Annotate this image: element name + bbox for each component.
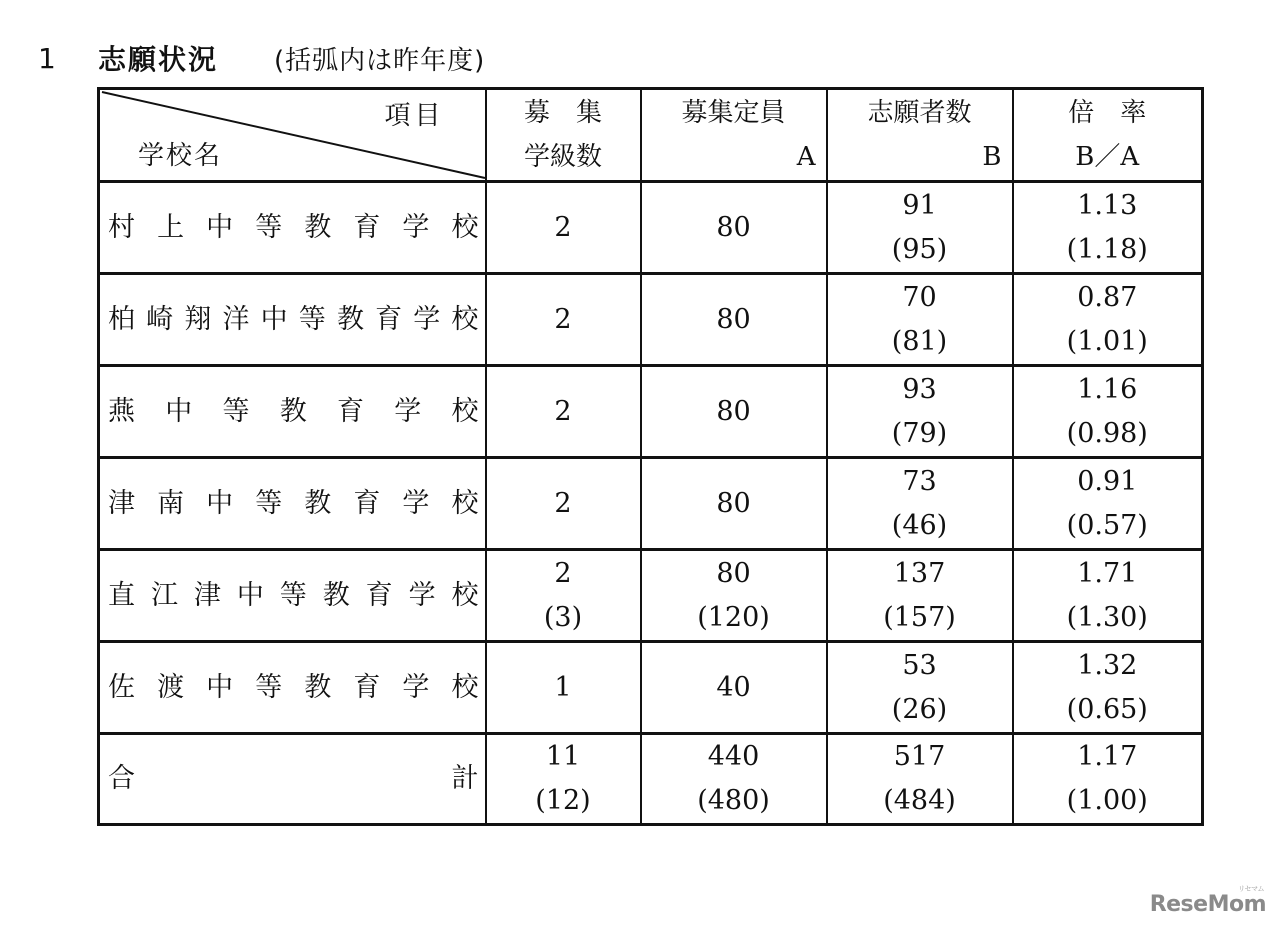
ratio-prev-value: (0.98) [1066,417,1148,449]
table-row [99,550,1203,642]
capacity-cell [641,642,827,734]
ratio-value: 1.32 [1077,649,1138,681]
total-ratio-cell [1013,734,1203,825]
total-capacity-value: 440 [707,741,760,772]
school-name: 柏 崎 翔 洋 中 等 教 育 学 校 [108,303,479,335]
corner-header-cell [99,89,486,182]
table-row [99,274,1203,366]
applicants-prev-value: (95) [891,233,948,265]
classes-cell [486,366,641,458]
school-name-cell [99,274,486,366]
applicants-cell [827,550,1013,642]
classes-value: 2 [554,211,572,243]
applicants-cell [827,458,1013,550]
school-name: 直 江 津 中 等 教 育 学 校 [108,579,479,611]
header-ratio [1013,89,1203,182]
ratio-cell [1013,366,1203,458]
applicants-prev-value: (81) [891,325,948,357]
capacity-prev-value: (120) [697,601,770,633]
capacity-value: 80 [716,303,751,335]
logo-text: ReseMom [1149,892,1266,917]
ratio-cell [1013,274,1203,366]
total-applicants-prev-value: (484) [883,785,956,816]
total-ratio-value: 1.17 [1077,741,1138,772]
ratio-prev-value: (1.18) [1066,233,1148,265]
ratio-prev-value: (1.01) [1066,325,1148,357]
ratio-cell [1013,642,1203,734]
header-applicants-top: 志願者数 [867,98,972,128]
application-status-table [97,87,1204,826]
applicants-cell [827,642,1013,734]
ratio-cell [1013,458,1203,550]
header-applicants-bottom: B [982,142,1002,172]
classes-value: 2 [554,303,572,335]
corner-school-label: 学校名 [138,141,223,171]
total-row [99,734,1203,825]
school-name: 村 上 中 等 教 育 学 校 [108,211,479,243]
capacity-cell [641,458,827,550]
header-applicants [827,89,1013,182]
section-title: 志願状況 [98,43,219,76]
table-row [99,182,1203,274]
header-capacity-top: 募集定員 [681,98,786,128]
ratio-prev-value: (0.57) [1066,509,1148,541]
applicants-cell [827,182,1013,274]
applicants-value: 73 [902,465,937,497]
header-ratio-top: 倍 率 [1068,98,1147,128]
classes-cell [486,642,641,734]
section-number: 1 [38,41,56,75]
capacity-cell [641,274,827,366]
applicants-value: 137 [893,557,946,589]
total-applicants-value: 517 [893,741,946,772]
ratio-prev-value: (1.30) [1066,601,1148,633]
classes-value: 2 [554,395,572,427]
applicants-value: 70 [902,281,937,313]
classes-value: 2 [554,557,572,589]
total-applicants-cell [827,734,1013,825]
total-capacity-prev-value: (480) [697,785,770,816]
table-row [99,458,1203,550]
total-classes-prev-value: (12) [535,785,591,816]
school-name-cell [99,458,486,550]
ratio-value: 1.71 [1077,557,1138,589]
total-capacity-cell [641,734,827,825]
table-header-row [99,89,1203,182]
capacity-value: 80 [716,557,751,589]
applicants-prev-value: (26) [891,693,948,725]
classes-value: 1 [554,671,572,703]
ratio-cell [1013,182,1203,274]
applicants-value: 53 [902,649,937,681]
total-label-cell [99,734,486,825]
table-row [99,366,1203,458]
applicants-value: 93 [902,373,937,405]
applicants-cell [827,274,1013,366]
applicants-cell [827,366,1013,458]
classes-cell [486,550,641,642]
classes-prev-value: (3) [543,601,583,633]
capacity-cell [641,550,827,642]
total-ratio-prev-value: (1.00) [1066,785,1148,816]
capacity-cell [641,182,827,274]
capacity-value: 40 [716,671,751,703]
school-name-cell [99,366,486,458]
section-note: (括弧内は昨年度) [274,45,486,76]
ratio-value: 1.16 [1077,373,1138,405]
classes-value: 2 [554,487,572,519]
capacity-cell [641,366,827,458]
resemom-logo [1149,885,1266,917]
ratio-prev-value: (0.65) [1066,693,1148,725]
total-classes-cell [486,734,641,825]
corner-item-label: 項目 [384,101,445,131]
ratio-value: 0.91 [1077,465,1138,497]
school-name: 燕 中 等 教 育 学 校 [108,395,479,427]
table-row [99,642,1203,734]
header-classes-bottom: 学級数 [523,142,602,172]
capacity-value: 80 [716,487,751,519]
school-name-cell [99,550,486,642]
header-capacity [641,89,827,182]
applicants-value: 91 [902,189,937,221]
classes-cell [486,182,641,274]
applicants-prev-value: (46) [891,509,948,541]
header-capacity-bottom: A [796,142,816,172]
logo-mark: リセマム [1238,885,1264,893]
school-name-cell [99,642,486,734]
total-label: 合 計 [108,763,479,794]
applicants-prev-value: (157) [883,601,956,633]
header-classes-top: 募 集 [523,98,602,128]
applicants-prev-value: (79) [891,417,948,449]
capacity-value: 80 [716,395,751,427]
ratio-cell [1013,550,1203,642]
total-classes-value: 11 [545,741,581,772]
header-classes [486,89,641,182]
school-name: 津 南 中 等 教 育 学 校 [108,487,479,519]
ratio-value: 1.13 [1077,189,1138,221]
header-ratio-bottom: B／A [1075,142,1140,172]
school-name: 佐 渡 中 等 教 育 学 校 [108,671,479,703]
section-heading [38,36,485,80]
capacity-value: 80 [716,211,751,243]
classes-cell [486,274,641,366]
classes-cell [486,458,641,550]
school-name-cell [99,182,486,274]
ratio-value: 0.87 [1077,281,1138,313]
